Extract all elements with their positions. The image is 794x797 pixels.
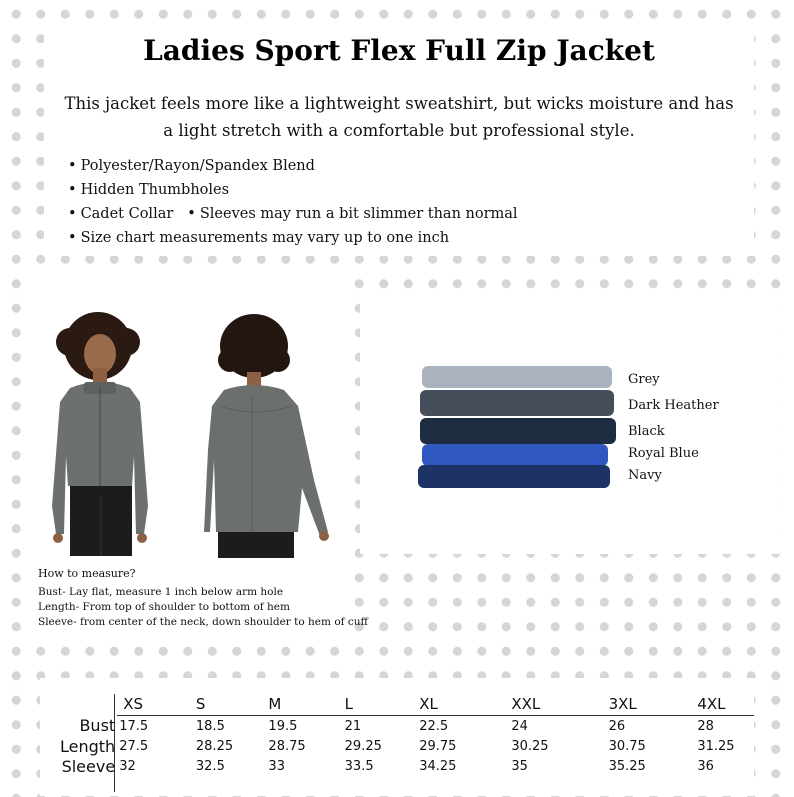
feature-item: • Hidden Thumbholes [68, 182, 230, 198]
size-cell: 19.5 [268, 718, 298, 734]
size-cell: 28.25 [195, 738, 234, 754]
size-header-row [60, 692, 754, 716]
color-name-royal-blue: Royal Blue [628, 446, 699, 461]
size-cell: 22.5 [419, 718, 449, 734]
size-cell: 17.5 [119, 718, 149, 734]
measure-heading: How to measure? [38, 567, 136, 580]
size-cell: 33.5 [344, 758, 374, 774]
feature-list [68, 154, 518, 250]
color-name-navy: Navy [628, 468, 662, 483]
size-cell: 18.5 [195, 718, 225, 734]
size-cell: 35 [511, 758, 528, 774]
measure-instructions [38, 566, 368, 630]
size-m-header: M [264, 692, 338, 716]
measure-sleeve: Sleeve- from center of the neck, down shoulder to hem of cuff [38, 616, 368, 628]
measure-length: Length- From top of shoulder to bottom of hem [38, 601, 290, 613]
size-xs-header: XS [117, 692, 190, 716]
size-cell: 24 [511, 718, 528, 734]
color-name-black: Black [628, 424, 665, 439]
color-name-dark-heather: Dark Heather [628, 398, 719, 413]
size-xl-header: XL [413, 692, 501, 716]
size-l-header: L [339, 692, 414, 716]
product-title: Ladies Sport Flex Full Zip Jacket [143, 34, 655, 67]
size-cell: 31.25 [697, 738, 735, 754]
feature-item: • Cadet Collar • Sleeves may run a bit slimmer than normal [68, 206, 518, 222]
feature-item: • Polyester/Rayon/Spandex Blend [68, 158, 315, 174]
size-cell: 32 [119, 758, 136, 774]
size-xxl-header: XXL [501, 692, 598, 716]
size-row-sleeve [60, 756, 754, 776]
model-back-image [202, 310, 338, 558]
feature-item: • Size chart measurements may vary up to one inch [68, 230, 450, 246]
size-cell: 33 [268, 758, 285, 774]
description-panel [44, 22, 754, 256]
size-row-label: Bust [79, 716, 116, 736]
size-chart-table [60, 692, 754, 776]
folded-jackets-image [416, 362, 616, 490]
size-cell: 30.25 [511, 738, 549, 754]
size-cell: 21 [344, 718, 362, 734]
size-cell: 32.5 [195, 758, 225, 774]
size-chart-panel [40, 678, 754, 796]
model-photo-panel [30, 268, 368, 643]
measure-bust: Bust- Lay flat, measure 1 inch below arm hole [38, 586, 284, 598]
size-cell: 29.25 [344, 738, 382, 754]
folded-jacket-grey [422, 366, 612, 388]
size-cell: 26 [608, 718, 626, 734]
size-s-header: S [190, 692, 265, 716]
product-intro: This jacket feels more like a lightweight sweatshirt, but wicks moisture and has a light stretch with a comfortable but professional style. [64, 94, 734, 140]
size-cell: 35.25 [608, 758, 646, 774]
folded-jacket-black [420, 418, 616, 444]
size-cell: 28.75 [268, 738, 306, 754]
size-3xl-header: 3XL [599, 692, 688, 716]
size-cell: 30.75 [608, 738, 646, 754]
folded-jacket-dark-heather [420, 390, 614, 416]
color-options-panel [360, 292, 780, 554]
size-cell: 28 [697, 718, 714, 734]
size-cell: 34.25 [419, 758, 457, 774]
size-row-bust [60, 716, 754, 737]
size-row-label: Sleeve [61, 756, 116, 776]
folded-jacket-royal-blue [422, 444, 608, 466]
folded-jacket-navy [418, 465, 610, 488]
size-4xl-header: 4XL [687, 692, 754, 716]
size-cell: 36 [697, 758, 714, 774]
size-row-label: Length [60, 736, 116, 756]
size-cell: 29.75 [419, 738, 457, 754]
size-cell: 27.5 [119, 738, 149, 754]
model-front-image [40, 306, 160, 558]
size-row-length [60, 736, 754, 756]
color-name-grey: Grey [628, 372, 660, 387]
